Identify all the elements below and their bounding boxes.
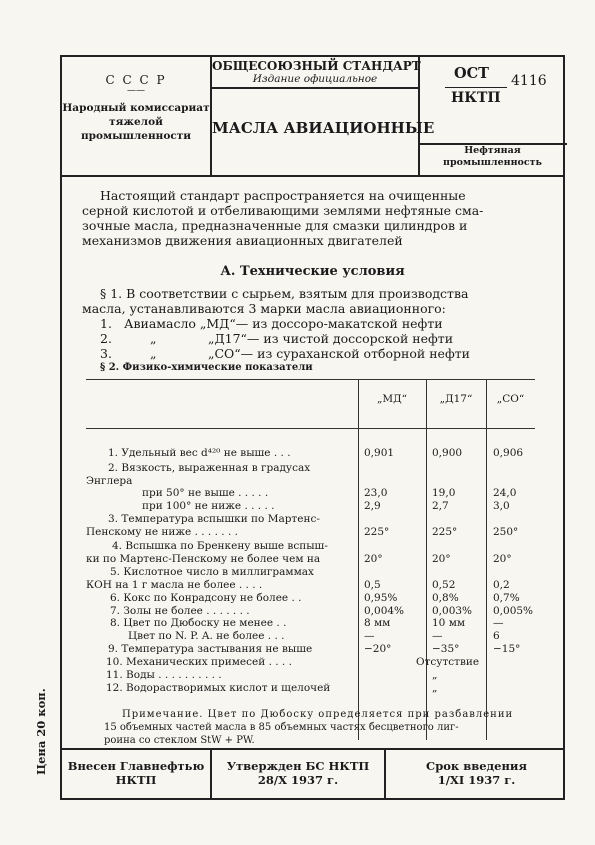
cell-value: Отсутствие bbox=[416, 656, 480, 668]
row-label: Энглера bbox=[86, 475, 133, 487]
table-row bbox=[86, 579, 535, 592]
intro-line-2: серной кислотой и отбеливающими землями нефтяные сма- bbox=[82, 203, 484, 218]
cell-value: 0,5 bbox=[364, 579, 381, 591]
row-label: 12. Водорастворимых кислот и щелочей bbox=[106, 682, 331, 694]
intro-line-4: механизмов движения авиационных двигателей bbox=[82, 233, 403, 248]
row-label: КОН на 1 г масла не более . . . . bbox=[86, 579, 263, 591]
cell-value: 0,906 bbox=[493, 447, 524, 459]
cell-value: 6 bbox=[493, 630, 500, 642]
para1-line-1: § 1. В соответствии с сырьем, взятым для производства bbox=[100, 286, 469, 301]
row-label: Цвет по N. P. A. не более . . . bbox=[128, 630, 285, 642]
table-row bbox=[86, 566, 535, 579]
intro-line-1: Настоящий стандарт распространяется на очищенные bbox=[100, 188, 466, 203]
cell-value: 8 мм bbox=[364, 617, 391, 629]
cell-value: 20° bbox=[493, 553, 512, 565]
note-line-3: роина со стеклом StW + PW. bbox=[104, 735, 255, 746]
cell-value: 19,0 bbox=[432, 487, 456, 499]
cell-value: — bbox=[493, 617, 504, 629]
document-frame bbox=[60, 55, 565, 800]
row-label: при 100° не ниже . . . . . bbox=[142, 500, 275, 512]
price-label: Цена 20 коп. bbox=[34, 688, 48, 775]
row-label: 4. Вспышка по Бренкену выше вспыш- bbox=[112, 540, 328, 552]
intro-line-3: зочные масла, предназначенные для смазки цилиндров и bbox=[82, 218, 468, 233]
cell-value: „ bbox=[432, 669, 438, 681]
cell-value: „ bbox=[432, 682, 438, 694]
table-row bbox=[86, 513, 535, 526]
row-label: 2. Вязкость, выраженная в градусах bbox=[108, 462, 311, 474]
cell-value: 10 мм bbox=[432, 617, 466, 629]
cell-value: 0,005% bbox=[493, 605, 534, 617]
table-row bbox=[86, 656, 535, 669]
table-row bbox=[86, 682, 535, 695]
cell-value: 0,7% bbox=[493, 592, 520, 604]
grade-2-num: 2. bbox=[100, 331, 112, 346]
cell-value: — bbox=[364, 630, 375, 642]
header-block bbox=[62, 57, 563, 177]
cell-value: 0,8% bbox=[432, 592, 459, 604]
cell-value: 23,0 bbox=[364, 487, 388, 499]
nktp-label: НКТП bbox=[451, 90, 501, 106]
dash: —— bbox=[127, 86, 145, 96]
industry-line2: промышленность bbox=[442, 157, 543, 168]
row-label: 9. Температура застывания не выше bbox=[108, 643, 313, 655]
table-row bbox=[86, 540, 535, 553]
section-a-title: А. Технические условия bbox=[220, 264, 405, 279]
commissariat-line3: промышленности bbox=[80, 130, 192, 142]
introduced-line2: НКТП bbox=[115, 773, 157, 787]
effective-line1: Срок введения bbox=[426, 759, 527, 773]
table-row bbox=[86, 553, 535, 566]
grade-3-quote: „ bbox=[150, 346, 157, 361]
row-label: при 50° не выше . . . . . bbox=[142, 487, 269, 499]
footer-block bbox=[62, 748, 563, 798]
commissariat-line1: Народный комиссариат bbox=[62, 102, 210, 114]
grade-1-num: 1. bbox=[100, 316, 112, 331]
cell-value: −15° bbox=[493, 643, 521, 655]
commissariat-line2: тяжелой bbox=[109, 116, 163, 128]
cell-value: 0,004% bbox=[364, 605, 405, 617]
cell-value: 0,2 bbox=[493, 579, 510, 591]
cell-value: 250° bbox=[493, 526, 519, 538]
cell-value: 2,7 bbox=[432, 500, 449, 512]
cell-value: 24,0 bbox=[493, 487, 517, 499]
grade-3-num: 3. bbox=[100, 346, 112, 361]
ost-label: ОСТ bbox=[454, 65, 489, 82]
table-row bbox=[86, 643, 535, 656]
effective-line2: 1/XI 1937 г. bbox=[437, 773, 516, 787]
cell-value: 20° bbox=[364, 553, 383, 565]
row-label: 11. Воды . . . . . . . . . . bbox=[106, 669, 222, 681]
cell-value: 0,95% bbox=[364, 592, 398, 604]
grade-2-quote: „ bbox=[150, 331, 157, 346]
table-row bbox=[86, 526, 535, 539]
table-row bbox=[86, 462, 535, 475]
row-label: 6. Кокс по Конрадсону не более . . bbox=[110, 592, 302, 604]
cell-value: 20° bbox=[432, 553, 451, 565]
standard-title: ОБЩЕСОЮЗНЫЙ СТАНДАРТ bbox=[212, 59, 421, 73]
table-row bbox=[86, 630, 535, 643]
properties-table bbox=[86, 379, 535, 740]
note-line-2: 15 объемных частей масла в 85 объемных частях бесцветного лиг- bbox=[104, 722, 459, 733]
row-label: Пенскому не ниже . . . . . . . bbox=[86, 526, 238, 538]
row-label: ки по Мартенс-Пенскому не более чем на bbox=[86, 553, 321, 565]
row-label: 8. Цвет по Дюбоску не менее . . bbox=[110, 617, 287, 629]
ost-number: 4116 bbox=[511, 73, 547, 89]
column-d17: „Д17“ bbox=[439, 393, 473, 405]
table-row bbox=[86, 669, 535, 682]
grade-3: „СО“— из сураханской отборной нефти bbox=[208, 346, 470, 361]
note-line-1: Примечание. Цвет по Дюбоску определяется при разбавлении bbox=[122, 709, 514, 720]
row-label: 10. Механических примесей . . . . bbox=[106, 656, 292, 668]
table-row bbox=[86, 487, 535, 500]
row-label: 5. Кислотное число в миллиграммах bbox=[110, 566, 314, 578]
introduced-line1: Внесен Главнефтью bbox=[67, 759, 205, 773]
cell-value: 2,9 bbox=[364, 500, 381, 512]
row-label: 7. Золы не более . . . . . . . bbox=[110, 605, 250, 617]
table-row bbox=[86, 447, 535, 460]
cell-value: −20° bbox=[364, 643, 392, 655]
approved-line2: 28/X 1937 г. bbox=[257, 773, 339, 787]
cell-value: 0,901 bbox=[364, 447, 395, 459]
cell-value: 225° bbox=[364, 526, 390, 538]
row-label: 1. Удельный вес d⁴²⁰ не выше . . . bbox=[108, 447, 291, 459]
table-row bbox=[86, 617, 535, 630]
column-so: „СО“ bbox=[496, 393, 525, 405]
grade-2: „Д17“— из чистой доссорской нефти bbox=[208, 331, 454, 346]
approved-line1: Утвержден БС НКТП bbox=[226, 759, 370, 773]
cell-value: 0,900 bbox=[432, 447, 463, 459]
grade-1: Авиамасло „МД“— из доссоро-макатской нефти bbox=[124, 316, 443, 331]
industry-line1: Нефтяная bbox=[464, 145, 521, 156]
cell-value: 0,003% bbox=[432, 605, 473, 617]
cell-value: 3,0 bbox=[493, 500, 510, 512]
edition-label: Издание официальное bbox=[252, 73, 378, 85]
para1-line-2: масла, устанавливаются 3 марки масла авиационного: bbox=[82, 301, 446, 316]
document-title: МАСЛА АВИАЦИОННЫЕ bbox=[212, 119, 435, 137]
column-md: „МД“ bbox=[376, 393, 408, 405]
cell-value: −35° bbox=[432, 643, 460, 655]
ussr-label: С С С Р bbox=[105, 73, 167, 87]
cell-value: — bbox=[432, 630, 443, 642]
cell-value: 0,52 bbox=[432, 579, 456, 591]
row-label: 3. Температура вспышки по Мартенс- bbox=[108, 513, 320, 525]
cell-value: 225° bbox=[432, 526, 458, 538]
table-row bbox=[86, 592, 535, 605]
para2-label: § 2. Физико-химические показатели bbox=[100, 362, 313, 373]
table-row bbox=[86, 500, 535, 513]
